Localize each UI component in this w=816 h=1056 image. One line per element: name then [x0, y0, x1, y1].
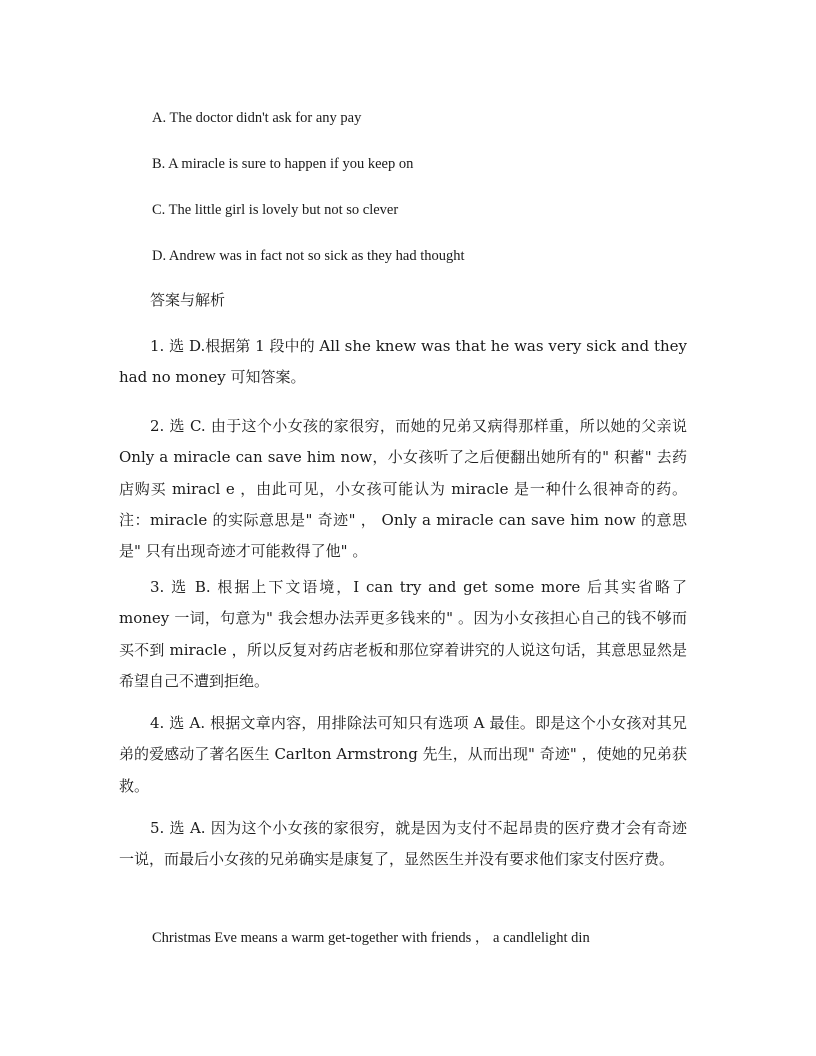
option-d: D. Andrew was in fact not so sick as they had thought — [152, 248, 465, 264]
next-passage-line: Christmas Eve means a warm get-together with friends ， a candlelight din — [152, 930, 590, 946]
answer-paragraph-1: 1. 选 D.根据第 1 段中的 All she knew was that he was very sick and they had no money 可知答案。 — [119, 337, 687, 387]
answer-paragraph-4: 4. 选 A. 根据文章内容，用排除法可知只有选项 A 最佳。即是这个小女孩对其兄弟的爱感动了著名医生 Carlton Armstrong 先生，从而出现" 奇迹" ，使她的兄弟获救。 — [119, 714, 687, 795]
answer-paragraph-5: 5. 选 A. 因为这个小女孩的家很穷，就是因为支付不起昂贵的医疗费才会有奇迹一说，而最后小女孩的兄弟确实是康复了，显然医生并没有要求他们家支付医疗费。 — [119, 819, 687, 869]
answer-heading: 答案与解析 — [150, 291, 226, 309]
answer-paragraph-2: 2. 选 C. 由于这个小女孩的家很穷，而她的兄弟又病得那样重，所以她的父亲说 Only a miracle can save him now，小女孩听了之后便翻出她所有的" 积蓄" 去药店购买 miracl e ，由此可见，小女孩可能认为 miracle 是一种什么很神奇的药。注：miracle 的实际意思是" 奇迹" ， Only a miracle can save him now 的意思是" 只有出现奇迹才可能救得了他" 。 — [119, 417, 687, 561]
option-c: C. The little girl is lovely but not so clever — [152, 202, 399, 218]
option-b: B. A miracle is sure to happen if you keep on — [152, 156, 414, 172]
option-a: A. The doctor didn't ask for any pay — [152, 110, 362, 126]
answer-paragraph-3: 3. 选 B. 根据上下文语境，I can try and get some more 后其实省略了 money 一词，句意为" 我会想办法弄更多钱来的" 。因为小女孩担心自己的钱不够而买不到 miracle ，所以反复对药店老板和那位穿着讲究的人说这句话，其意思显然是希望自己不遭到拒绝。 — [119, 578, 687, 690]
